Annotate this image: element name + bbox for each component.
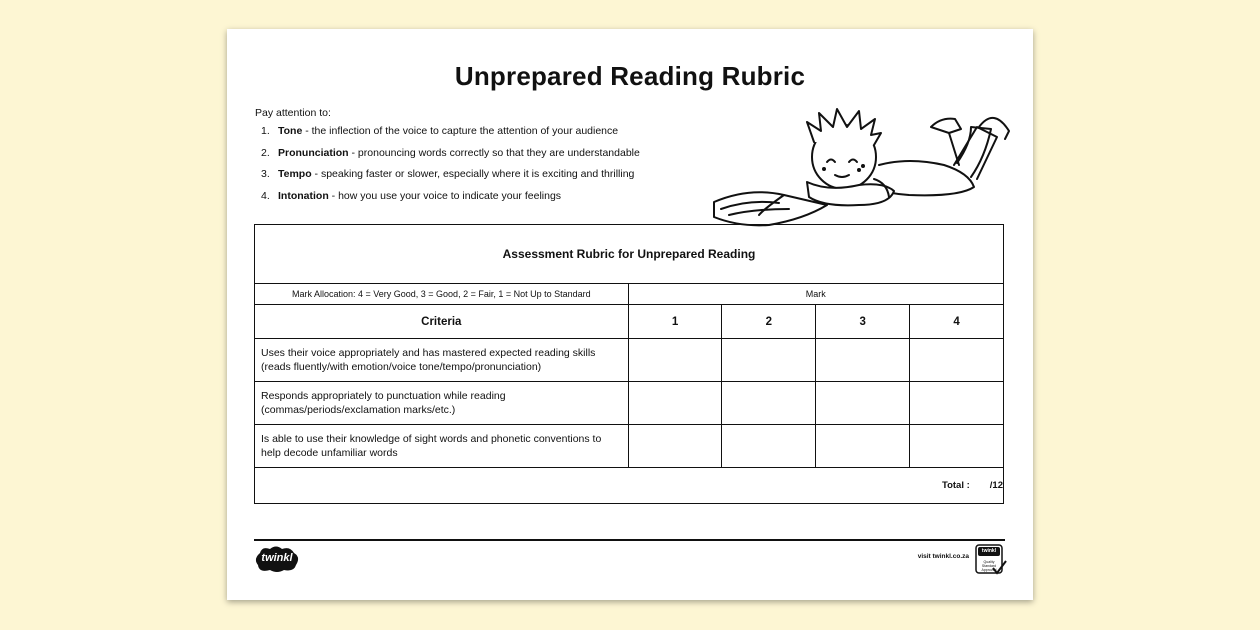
- total-value: /12: [989, 480, 1003, 491]
- mark-cell: [910, 382, 1004, 425]
- visit-link[interactable]: visit twinkl.co.za: [917, 553, 969, 560]
- mark-cell: [722, 339, 816, 382]
- reading-child-illustration: [709, 87, 1031, 229]
- mark-cell: [628, 339, 722, 382]
- total-row: [255, 468, 1004, 504]
- mark-cell: [910, 425, 1004, 468]
- mark-column-2: 2: [722, 305, 816, 339]
- mark-cell: [816, 339, 910, 382]
- mark-column-4: 4: [910, 305, 1004, 339]
- page-title: Unprepared Reading Rubric: [454, 61, 806, 91]
- mark-cell: [722, 425, 816, 468]
- tip-item: 4. Intonation - how you use your voice to indicate your feelings: [261, 189, 562, 202]
- tips-list: [261, 123, 640, 209]
- criterion-row: [255, 339, 1004, 382]
- mark-header: Mark: [628, 284, 1003, 305]
- mark-allocation: Mark Allocation: 4 = Very Good, 3 = Good, 2 = Fair, 1 = Not Up to Standard: [255, 284, 629, 305]
- mark-cell: [722, 382, 816, 425]
- mark-cell: [816, 425, 910, 468]
- worksheet-page: [227, 29, 1033, 600]
- criterion-row: [255, 425, 1004, 468]
- mark-column-1: 1: [628, 305, 722, 339]
- criterion-text: Is able to use their knowledge of sight words and phonetic conventions to help decode unfamiliar words: [255, 425, 629, 468]
- tip-item: 1. Tone - the inflection of the voice to capture the attention of your audience: [261, 125, 619, 137]
- mark-column-3: 3: [816, 305, 910, 339]
- twinkl-logo-text: twinkl: [261, 552, 293, 564]
- mark-cell: [816, 382, 910, 425]
- criterion-text: Responds appropriately to punctuation while reading (commas/periods/exclamation marks/etc.): [255, 382, 629, 425]
- assessment-rubric-table: [254, 224, 1004, 504]
- tip-item: 2. Pronunciation - pronouncing words correctly so that they are understandable: [261, 146, 640, 159]
- criterion-text: Uses their voice appropriately and has mastered expected reading skills (reads fluently/with emotion/voice tone/tempo/pronunciation): [255, 339, 629, 382]
- mark-cell: [628, 382, 722, 425]
- mark-cell: [910, 339, 1004, 382]
- badge-text: twinkl: [981, 548, 997, 554]
- mark-cell: [628, 425, 722, 468]
- criteria-header: Criteria: [255, 305, 629, 339]
- criterion-row: [255, 382, 1004, 425]
- badge-subtext: Quality Standard Approved: [981, 560, 997, 572]
- footer-divider: [254, 539, 1005, 541]
- rubric-title: Assessment Rubric for Unprepared Reading: [255, 225, 1004, 284]
- tip-item: 3. Tempo - speaking faster or slower, especially where it is exciting and thrilling: [261, 168, 635, 180]
- total-label: Total :: [941, 480, 970, 491]
- intro-text: Pay attention to:: [255, 107, 331, 119]
